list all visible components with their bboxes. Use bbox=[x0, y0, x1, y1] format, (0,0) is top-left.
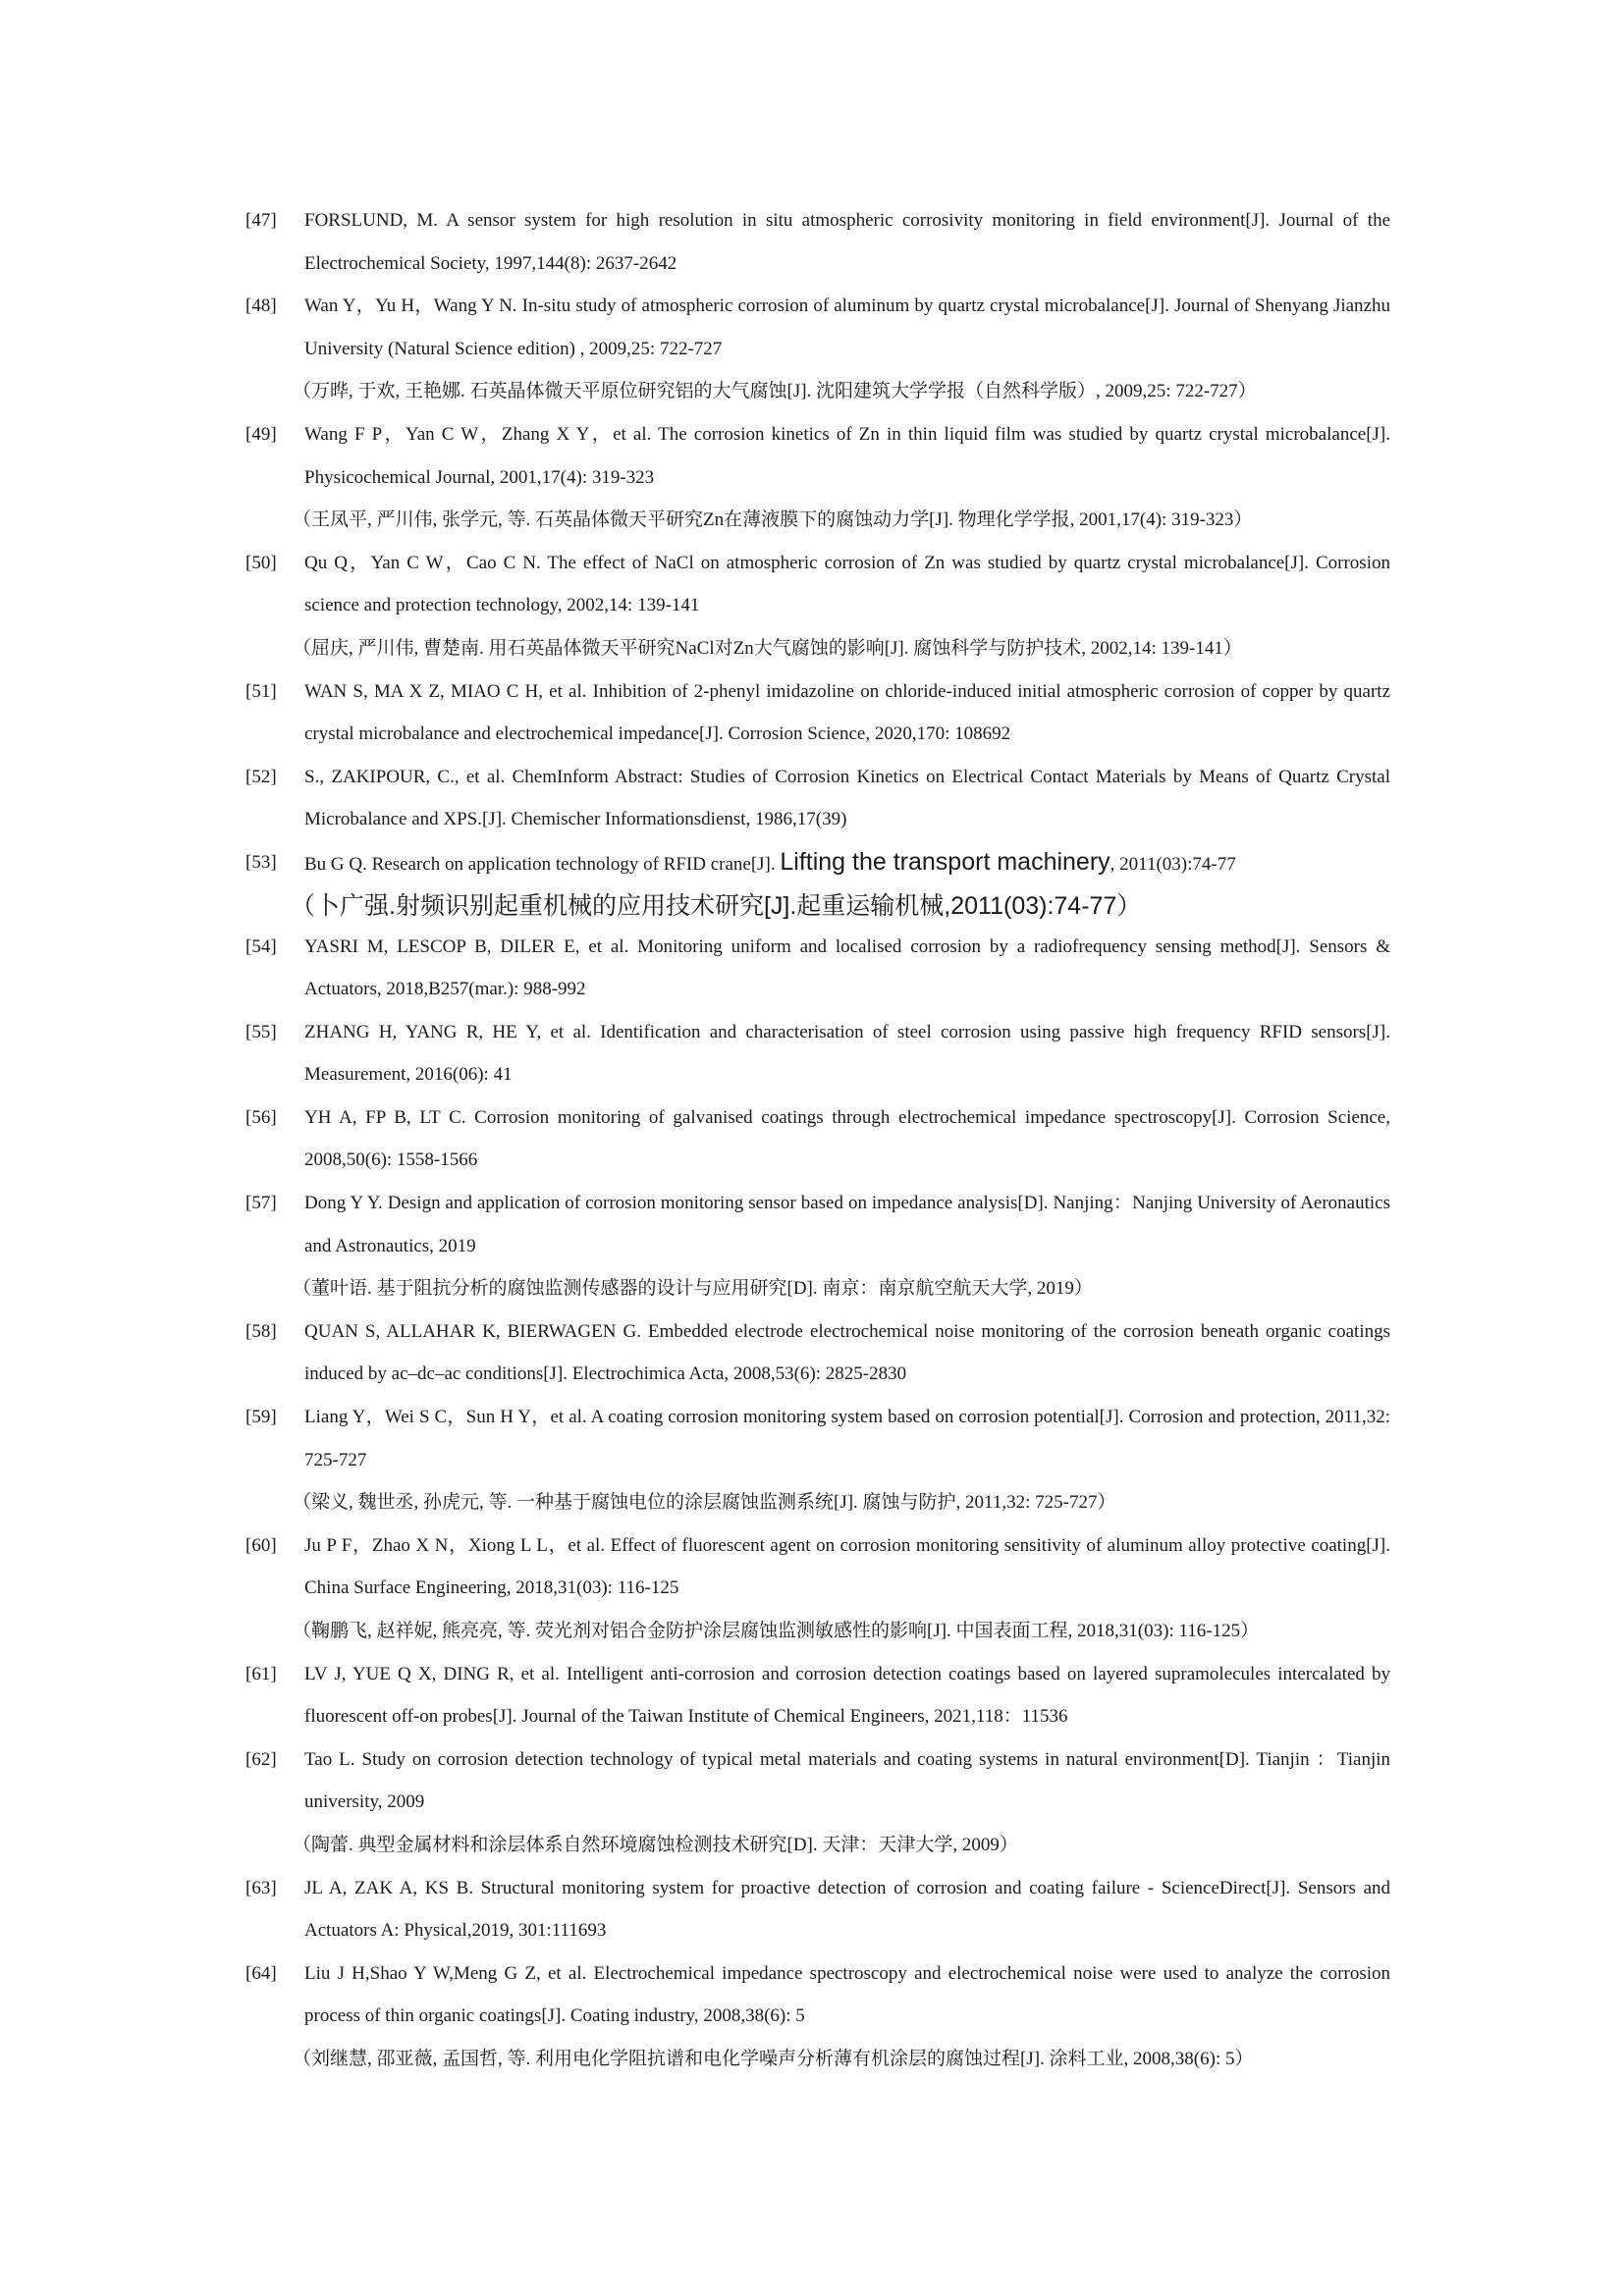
journal-name: Lifting the transport machinery bbox=[780, 847, 1110, 876]
reference-chinese-text: （董叶语. 基于阻抗分析的腐蚀监测传感器的设计与应用研究[D]. 南京：南京航空航天大学, 2019） bbox=[293, 1278, 1093, 1300]
reference-text-part: Bu G Q. Research on application technology of RFID crane[J]. bbox=[304, 853, 781, 875]
reference-number: [57] bbox=[245, 1193, 277, 1214]
reference-item bbox=[245, 756, 1390, 841]
reference-chinese-text: （陶蕾. 典型金属材料和涂层体系自然环境腐蚀检测技术研究[D]. 天津：天津大学, 2009） bbox=[293, 1834, 1018, 1855]
reference-text: Liang Y，Wei S C，Sun H Y，et al. A coating corrosion monitoring system based on corrosion potential[J]. Corrosion and protection, 2011,32: 725-727 bbox=[304, 1407, 1390, 1470]
reference-text: S., ZAKIPOUR, C., et al. ChemInform Abstract: Studies of Corrosion Kinetics on Electrical Contact Materials by Means of Quartz Crystal Microbalance and XPS.[J]. Chemischer Informationsdienst, 1986,17(39) bbox=[304, 766, 1390, 830]
reference-text: Ju P F，Zhao X N，Xiong L L，et al. Effect of fluorescent agent on corrosion monitoring sensitivity of aluminum alloy protective coating[J]. China Surface Engineering, 2018,31(03): 116-125 bbox=[304, 1534, 1390, 1599]
reference-number: [59] bbox=[245, 1407, 277, 1428]
reference-text: WAN S, MA X Z, MIAO C H, et al. Inhibition of 2-phenyl imidazoline on chloride-induced initial atmospheric corrosion of copper by quartz crystal microbalance and electrochemical impedance[J]. Corrosion Science, 2020,170: 108692 bbox=[304, 680, 1390, 745]
reference-item bbox=[245, 1524, 1390, 1653]
reference-item bbox=[245, 1096, 1390, 1182]
reference-number: [64] bbox=[245, 1962, 277, 1984]
reference-item bbox=[245, 199, 1390, 285]
reference-text-part: , 2011(03):74-77 bbox=[1110, 853, 1236, 875]
reference-item bbox=[245, 1310, 1390, 1396]
reference-text: Wang F P，Yan C W，Zhang X Y，et al. The corrosion kinetics of Zn in thin liquid film was studied by quartz crystal microbalance[J]. Physicochemical Journal, 2001,17(4): 319-323 bbox=[304, 423, 1390, 488]
reference-text: Wan Y，Yu H，Wang Y N. In-situ study of atmospheric corrosion of aluminum by quartz crystal microbalance[J]. Journal of Shenyang Jianzhu University (Natural Science edition) , 2009,25: 722-727 bbox=[304, 295, 1390, 359]
reference-list bbox=[245, 199, 1390, 2081]
reference-item bbox=[245, 1182, 1390, 1310]
reference-text bbox=[304, 841, 1390, 886]
reference-text: QUAN S, ALLAHAR K, BIERWAGEN G. Embedded electrode electrochemical noise monitoring of the corrosion beneath organic coatings induced by ac–dc–ac conditions[J]. Electrochimica Acta, 2008,53(6): 2825-2830 bbox=[304, 1320, 1390, 1385]
reference-chinese-text: （鞠鹏飞, 赵祥妮, 熊亮亮, 等. 荧光剂对铝合金防护涂层腐蚀监测敏感性的影响[J]. 中国表面工程, 2018,31(03): 116-125） bbox=[293, 1621, 1260, 1641]
reference-number: [60] bbox=[245, 1534, 277, 1556]
reference-chinese-text: （梁义, 魏世丞, 孙虎元, 等. 一种基于腐蚀电位的涂层腐蚀监测系统[J]. 腐蚀与防护, 2011,32: 725-727） bbox=[293, 1492, 1116, 1514]
reference-number: [55] bbox=[245, 1021, 277, 1042]
reference-text: FORSLUND, M. A sensor system for high resolution in situ atmospheric corrosivity monitoring in field environment[J]. Journal of the Electrochemical Society, 1997,144(8): 2637-2642 bbox=[304, 210, 1390, 274]
reference-number: [47] bbox=[245, 210, 277, 231]
reference-item bbox=[245, 670, 1390, 756]
reference-text: Liu J H,Shao Y W,Meng G Z, et al. Electrochemical impedance spectroscopy and electrochemical noise were used to analyze the corrosion process of thin organic coatings[J]. Coating industry, 2008,38(6): 5 bbox=[304, 1962, 1390, 2027]
reference-number: [50] bbox=[245, 552, 277, 573]
reference-item bbox=[245, 285, 1390, 413]
reference-text: Dong Y Y. Design and application of corrosion monitoring sensor based on impedance analysis[D]. Nanjing：Nanjing University of Aeronautics and Astronautics, 2019 bbox=[304, 1193, 1390, 1256]
reference-number: [58] bbox=[245, 1320, 277, 1342]
reference-item bbox=[245, 1653, 1390, 1738]
reference-number: [49] bbox=[245, 423, 277, 445]
reference-chinese-text: （王凤平, 严川伟, 张学元, 等. 石英晶体微天平研究Zn在薄液膜下的腐蚀动力学[J]. 物理化学学报, 2001,17(4): 319-323） bbox=[293, 509, 1253, 531]
reference-text: Tao L. Study on corrosion detection technology of typical metal materials and coating systems in natural environment[D]. Tianjin ：Tianjin university, 2009 bbox=[304, 1748, 1390, 1813]
reference-text: LV J, YUE Q X, DING R, et al. Intelligent anti-corrosion and corrosion detection coatings based on layered supramolecules intercalated by fluorescent off-on probes[J]. Journal of the Taiwan Institute of Chemical Engineers, 2021,118：11536 bbox=[304, 1663, 1390, 1728]
reference-item bbox=[245, 841, 1390, 926]
reference-chinese-text: （万晔, 于欢, 王艳娜. 石英晶体微天平原位研究铝的大气腐蚀[J]. 沈阳建筑大学学报（自然科学版）, 2009,25: 722-727） bbox=[293, 381, 1257, 402]
reference-number: [53] bbox=[245, 851, 277, 873]
reference-item bbox=[245, 1738, 1390, 1867]
reference-number: [51] bbox=[245, 680, 277, 702]
reference-text: YASRI M, LESCOP B, DILER E, et al. Monitoring uniform and localised corrosion by a radiofrequency sensing method[J]. Sensors & Actuators, 2018,B257(mar.): 988-992 bbox=[304, 935, 1390, 1000]
reference-number: [61] bbox=[245, 1663, 277, 1684]
reference-text: YH A, FP B, LT C. Corrosion monitoring of galvanised coatings through electrochemical impedance spectroscopy[J]. Corrosion Science, 2008,50(6): 1558-1566 bbox=[304, 1106, 1390, 1171]
reference-item bbox=[245, 1011, 1390, 1096]
reference-number: [54] bbox=[245, 935, 277, 957]
reference-number: [56] bbox=[245, 1106, 277, 1128]
reference-item bbox=[245, 1952, 1390, 2081]
reference-chinese-text: （屈庆, 严川伟, 曹楚南. 用石英晶体微天平研究NaCl对Zn大气腐蚀的影响[J]. 腐蚀科学与防护技术, 2002,14: 139-141） bbox=[293, 637, 1242, 659]
reference-text: ZHANG H, YANG R, HE Y, et al. Identification and characterisation of steel corrosion using passive high frequency RFID sensors[J]. Measurement, 2016(06): 41 bbox=[304, 1021, 1390, 1086]
reference-number: [62] bbox=[245, 1748, 277, 1770]
reference-item bbox=[245, 413, 1390, 542]
reference-number: [63] bbox=[245, 1877, 277, 1898]
reference-number: [48] bbox=[245, 295, 277, 317]
reference-item bbox=[245, 1867, 1390, 1952]
reference-text: Qu Q，Yan C W，Cao C N. The effect of NaCl on atmospheric corrosion of Zn was studied by quartz crystal microbalance[J]. Corrosion science and protection technology, 2002,14: 139-141 bbox=[304, 552, 1390, 616]
reference-item bbox=[245, 542, 1390, 670]
reference-chinese-text: （卜广强.射频识别起重机械的应用技术研究[J].起重运输机械,2011(03):74-77） bbox=[291, 891, 1142, 920]
reference-text: JL A, ZAK A, KS B. Structural monitoring system for proactive detection of corrosion and coating failure - ScienceDirect[J]. Sensors and Actuators A: Physical,2019, 301:111693 bbox=[304, 1877, 1390, 1942]
reference-item bbox=[245, 1396, 1390, 1524]
reference-item bbox=[245, 926, 1390, 1011]
reference-number: [52] bbox=[245, 766, 277, 787]
reference-chinese-text: （刘继慧, 邵亚薇, 孟国哲, 等. 利用电化学阻抗谱和电化学噪声分析薄有机涂层的腐蚀过程[J]. 涂料工业, 2008,38(6): 5） bbox=[293, 2048, 1254, 2069]
